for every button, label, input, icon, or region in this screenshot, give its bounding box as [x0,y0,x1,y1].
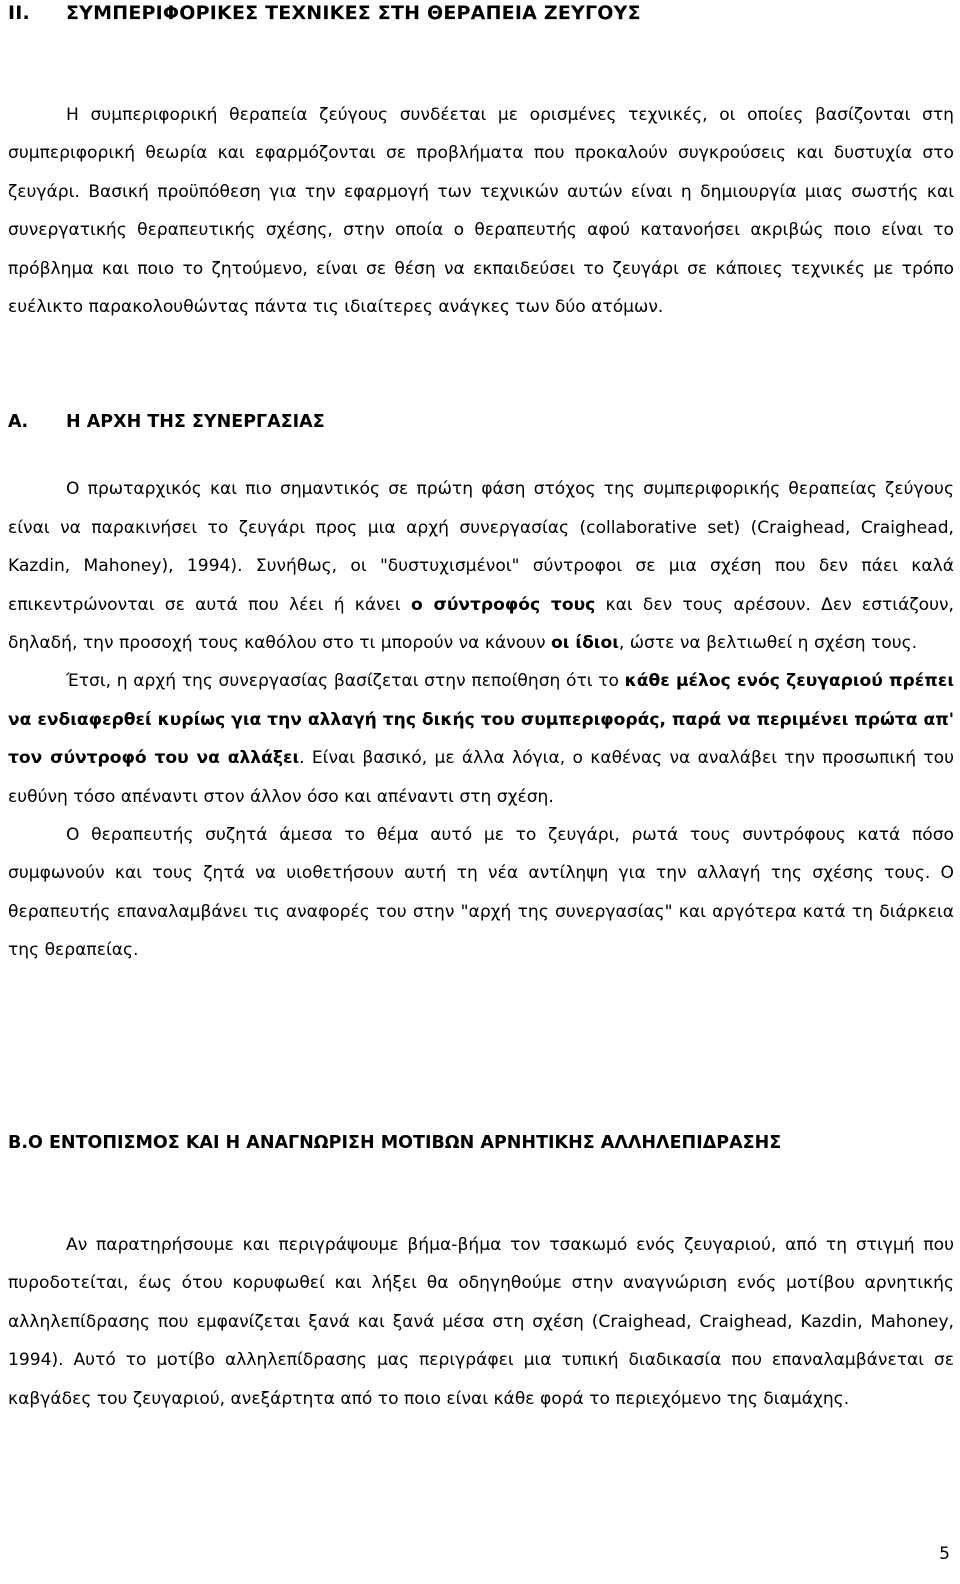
bold-run: ο σύντροφός τους [410,594,596,615]
section-b-paragraph-1: Αν παρατηρήσουμε και περιγράψουμε βήμα-βήμα τον τσακωμό ενός ζευγαριού, από τη στιγμή που πυροδοτείται, έως ότου κορυφωθεί και λήξει θα οδηγηθούμε στην αναγνώριση ενός μοτίβου αρνητικής αλληλεπίδρασης που εμφανίζεται ξανά και ξανά μέσα στη σχέση (Craighead, Craighead, Kazdin, Mahoney, 1994). Αυτό το μοτίβο αλληλεπίδρασης μας περιγράφει μια τυπική διαδικασία που επαναλαμβάνεται σε καβγάδες του ζευγαριού, ανεξάρτητα από το ποιο είναι κάθε φορά το περιεχόμενο της διαμάχης. [8,1235,954,1409]
chapter-heading [8,2,641,24]
chapter-title: ΣΥΜΠΕΡΙΦΟΡΙΚΕΣ ΤΕΧΝΙΚΕΣ ΣΤΗ ΘΕΡΑΠΕΙΑ ΖΕΥΓΟΥΣ [66,2,641,24]
text-run: , ώστε να βελτιωθεί η σχέση τους. [618,633,918,654]
section-b-heading [8,1124,954,1162]
section-a-number: Α. [8,412,29,432]
intro-paragraph: Η συμπεριφορική θεραπεία ζεύγους συνδέεται με ορισμένες τεχνικές, οι οποίες βασίζονται στη συμπεριφορική θεωρία και εφαρμόζονται σε προβλήματα που προκαλούν συγκρούσεις και δυστυχία στο ζευγάρι. Βασική προϋπόθεση για την εφαρμογή των τεχνικών αυτών είναι η δημιουργία μιας σωστής και συνεργατικής θεραπευτικής σχέσης, στην οποία ο θεραπευτής αφού κατανοήσει ακριβώς ποιο είναι το πρόβλημα και ποιο το ζητούμενο, είναι σε θέση να εκπαιδεύσει το ζευγάρι σε κάποιες τεχνικές με τρόπο ευέλικτο παρακολουθώντας πάντα τις ιδιαίτερες ανάγκες των δύο ατόμων. [8,105,954,318]
section-a-heading [8,403,954,441]
text-run: Έτσι, η αρχή της συνεργασίας βασίζεται στην πεποίθηση ότι το [66,671,625,692]
intro-block [8,96,954,326]
bold-run: οι ίδιοι [551,633,619,654]
section-a-paragraph-2 [8,662,954,816]
bold-run: κάθε μέλος ενός ζευγαριού πρέπει να ενδιαφερθεί κυρίως για την αλλαγή της δικής του συμπεριφοράς, παρά να περιμένει πρώτα απ' τον σύντροφό του να αλλάξει [8,671,954,769]
text-run: και δεν τους αρέσουν. Δεν εστιάζουν, δηλαδή, την προσοχή τους καθόλου στο τι μπορούν να κάνουν [8,594,954,654]
section-a-paragraph-3: Ο θεραπευτής συζητά άμεσα το θέμα αυτό με το ζευγάρι, ρωτά τους συντρόφους κατά πόσο συμφωνούν και τους ζητά να υιοθετήσουν αυτή τη νέα αντίληψη για την αλλαγή της σχέσης τους. Ο θεραπευτής επαναλαμβάνει τις αναφορές του στην "αρχή της συνεργασίας" και αργότερα κατά τη διάρκεια της θεραπείας. [8,825,954,961]
section-a-paragraph-1 [8,470,954,662]
section-a [8,403,954,970]
text-run: . Είναι βασικό, με άλλα λόγια, ο καθένας να αναλάβει την προσωπική του ευθύνη τόσο απέναντι στον άλλον όσο και απέναντι στη σχέση. [8,748,954,807]
section-a-title: Η ΑΡΧΗ ΤΗΣ ΣΥΝΕΡΓΑΣΙΑΣ [66,412,325,432]
section-b-number: Β. [8,1133,28,1153]
chapter-number: II. [8,2,30,24]
section-b-title: Ο ΕΝΤΟΠΙΣΜΟΣ ΚΑΙ Η ΑΝΑΓΝΩΡΙΣΗ ΜΟΤΙΒΩΝ ΑΡΝΗΤΙΚΗΣ ΑΛΛΗΛΕΠΙΔΡΑΣΗΣ [28,1133,782,1153]
section-b-body [8,1226,954,1418]
page-number: 5 [939,1544,950,1564]
text-run: Ο πρωταρχικός και πιο σημαντικός σε πρώτη φάση στόχος της συμπεριφορικής θεραπείας ζεύγους είναι να παρακινήσει το ζευγάρι προς μια αρχή συνεργασίας (collaborative set) (Craighead, Craighead, Kazdin, Mahoney), 1994). Συνήθως, οι "δυστυχισμένοι" σύντροφοι σε μια σχέση που δεν πάει καλά επικεντρώνονται σε αυτά που λέει ή κάνει [8,479,954,615]
